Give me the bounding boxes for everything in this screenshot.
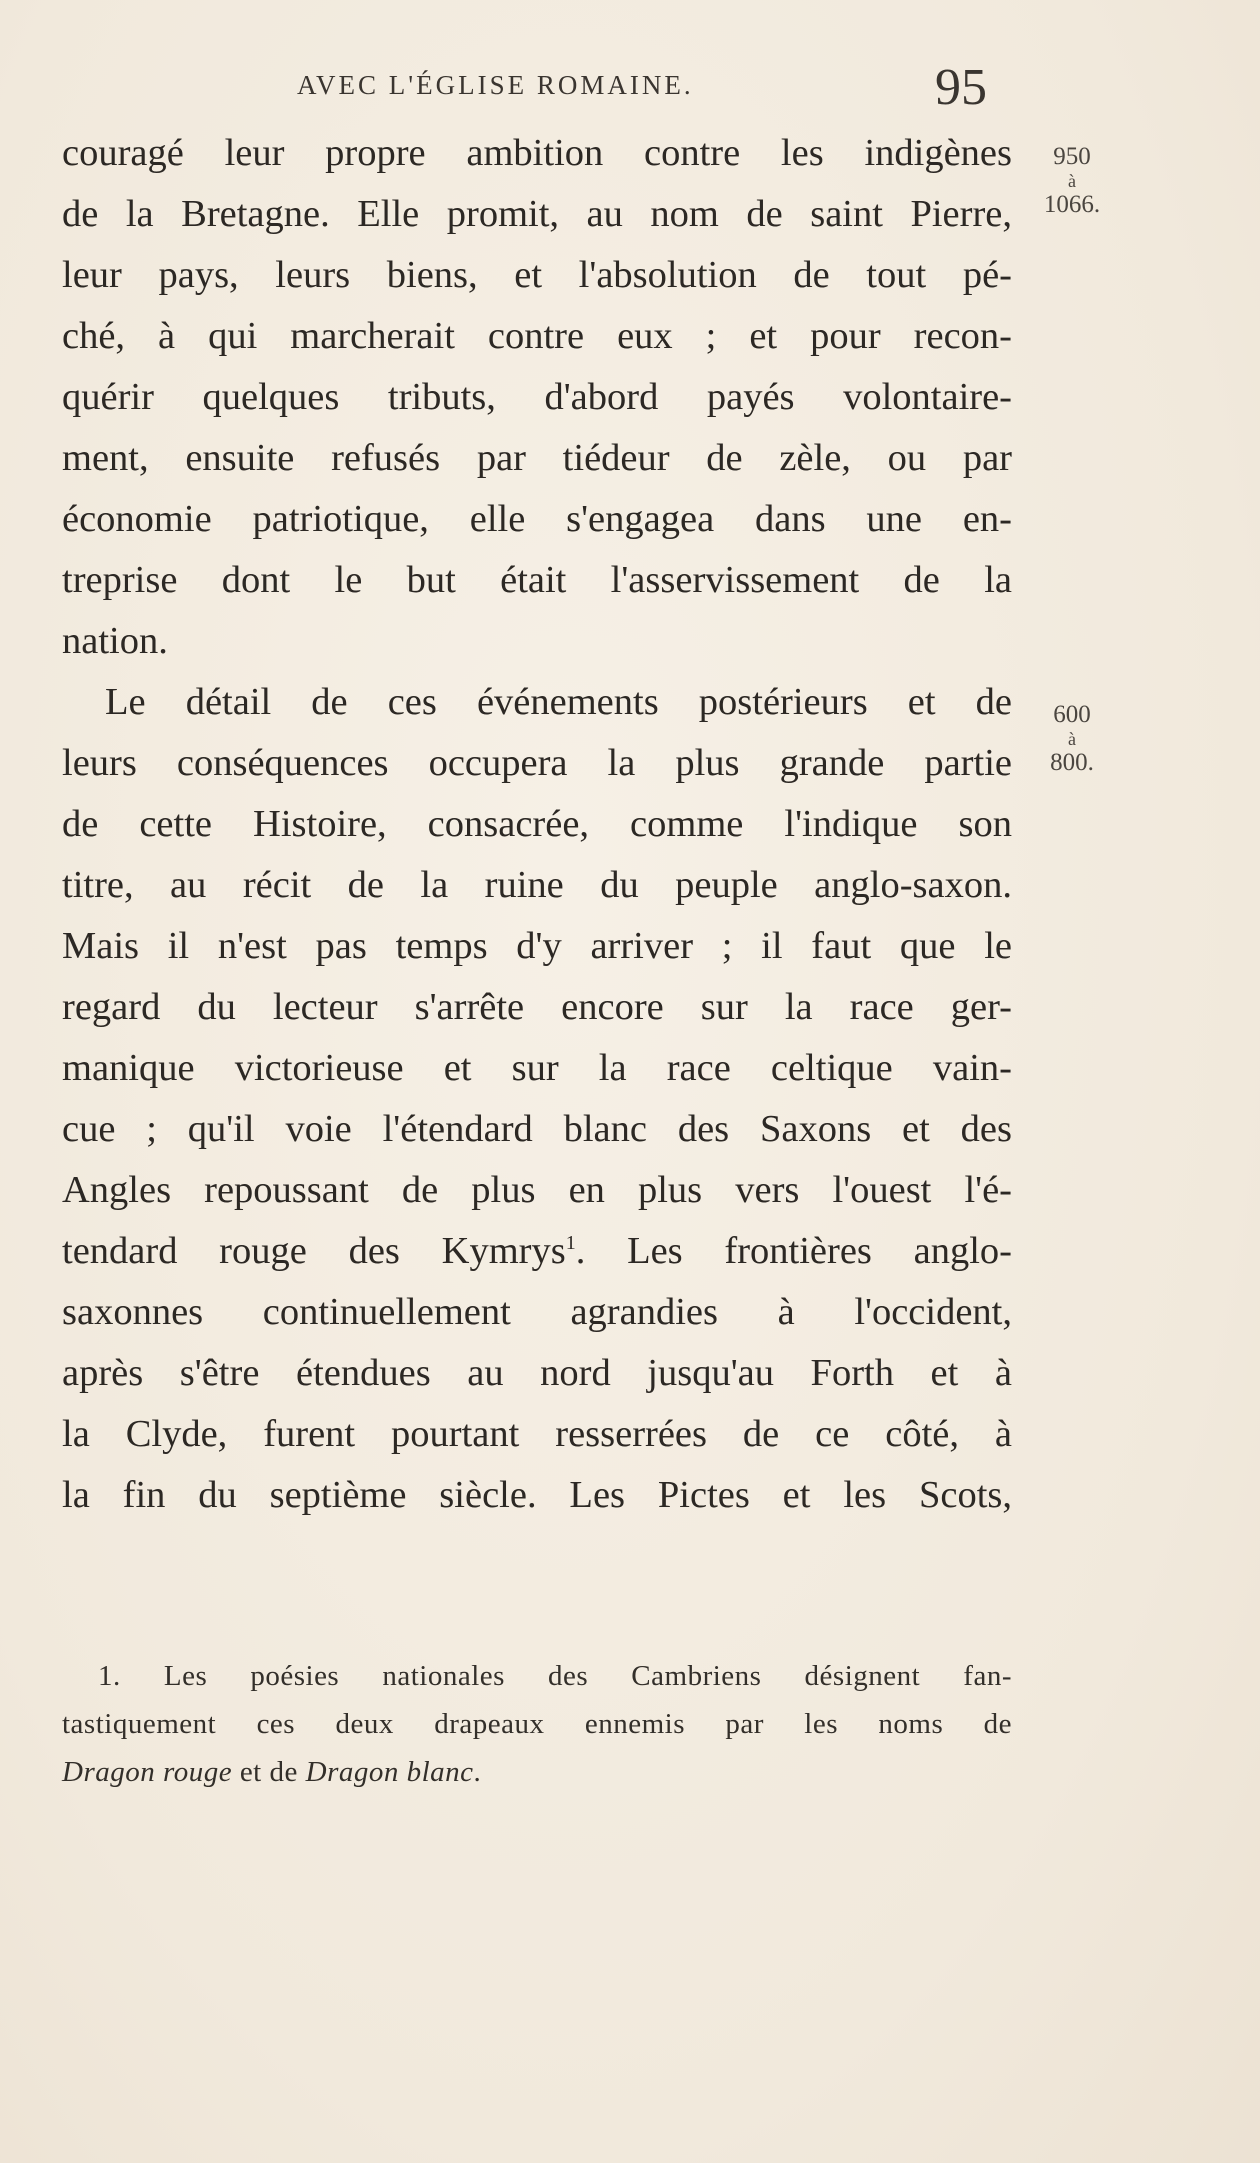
footnote-italic: Dragon blanc: [305, 1756, 474, 1788]
margin-date-a: à: [1068, 171, 1076, 191]
margin-date-range: [1032, 143, 1112, 219]
text-line: ment, ensuite refusés par tiédeur de zèle, ou par: [62, 437, 1012, 479]
text-line: ché, à qui marcherait contre eux ; et pour recon-: [62, 315, 1012, 357]
text-line: Mais il n'est pas temps d'y arriver ; il faut que le: [62, 925, 1012, 967]
text-segment: . Les frontières anglo-: [575, 1230, 1012, 1272]
text-line: Le détail de ces événements postérieurs et de: [105, 681, 1012, 723]
footnote-text: et de: [232, 1756, 306, 1788]
text-line: titre, au récit de la ruine du peuple anglo-saxon.: [62, 864, 1012, 906]
margin-date-to: 1066.: [1043, 191, 1101, 218]
text-line: la Clyde, furent pourtant resserrées de ce côté, à: [62, 1413, 1012, 1455]
page-number: 95: [935, 59, 987, 116]
text-line: nation.: [62, 620, 168, 662]
text-line: manique victorieuse et sur la race celtique vain-: [62, 1047, 1012, 1089]
text-line: saxonnes continuellement agrandies à l'occident,: [62, 1291, 1012, 1333]
page-header: [0, 58, 1260, 118]
footnote-line: 1. Les poésies nationales des Cambriens désignent fan-: [98, 1660, 1012, 1692]
text-line: couragé leur propre ambition contre les indigènes: [62, 132, 1012, 174]
footnote-reference: 1: [565, 1232, 576, 1254]
running-head: AVEC L'ÉGLISE ROMAINE.: [297, 70, 694, 100]
text-line: treprise dont le but était l'asservissement de la: [62, 559, 1012, 601]
text-line: leur pays, leurs biens, et l'absolution de tout pé-: [62, 254, 1012, 296]
margin-date-from: 600: [1053, 701, 1091, 728]
text-line: après s'être étendues au nord jusqu'au Forth et à: [62, 1352, 1012, 1394]
text-line: regard du lecteur s'arrête encore sur la race ger-: [62, 986, 1012, 1028]
text-line: cue ; qu'il voie l'étendard blanc des Saxons et des: [62, 1108, 1012, 1150]
margin-date-from: 950: [1053, 143, 1091, 170]
text-line: Angles repoussant de plus en plus vers l'ouest l'é-: [62, 1169, 1012, 1211]
margin-date-to: 800.: [1050, 749, 1094, 776]
body-text: [62, 123, 1012, 1526]
text-line: la fin du septième siècle. Les Pictes et les Scots,: [62, 1474, 1012, 1516]
footnote-italic: Dragon rouge: [62, 1756, 233, 1788]
footnote-text: .: [473, 1756, 482, 1788]
footnote: [62, 1652, 1012, 1796]
footnote-line: tastiquement ces deux drapeaux ennemis par les noms de: [62, 1708, 1012, 1740]
text-line: [62, 1221, 1012, 1282]
margin-date-range: [1032, 701, 1112, 777]
text-line: de la Bretagne. Elle promit, au nom de saint Pierre,: [62, 193, 1012, 235]
text-line: de cette Histoire, consacrée, comme l'indique son: [62, 803, 1012, 845]
footnote-line: [62, 1748, 1012, 1796]
text-line: quérir quelques tributs, d'abord payés volontaire-: [62, 376, 1012, 418]
margin-date-a: à: [1068, 729, 1076, 749]
text-line: économie patriotique, elle s'engagea dans une en-: [62, 498, 1012, 540]
text-line: leurs conséquences occupera la plus grande partie: [62, 742, 1012, 784]
text-segment: tendard rouge des Kymrys: [62, 1230, 566, 1272]
